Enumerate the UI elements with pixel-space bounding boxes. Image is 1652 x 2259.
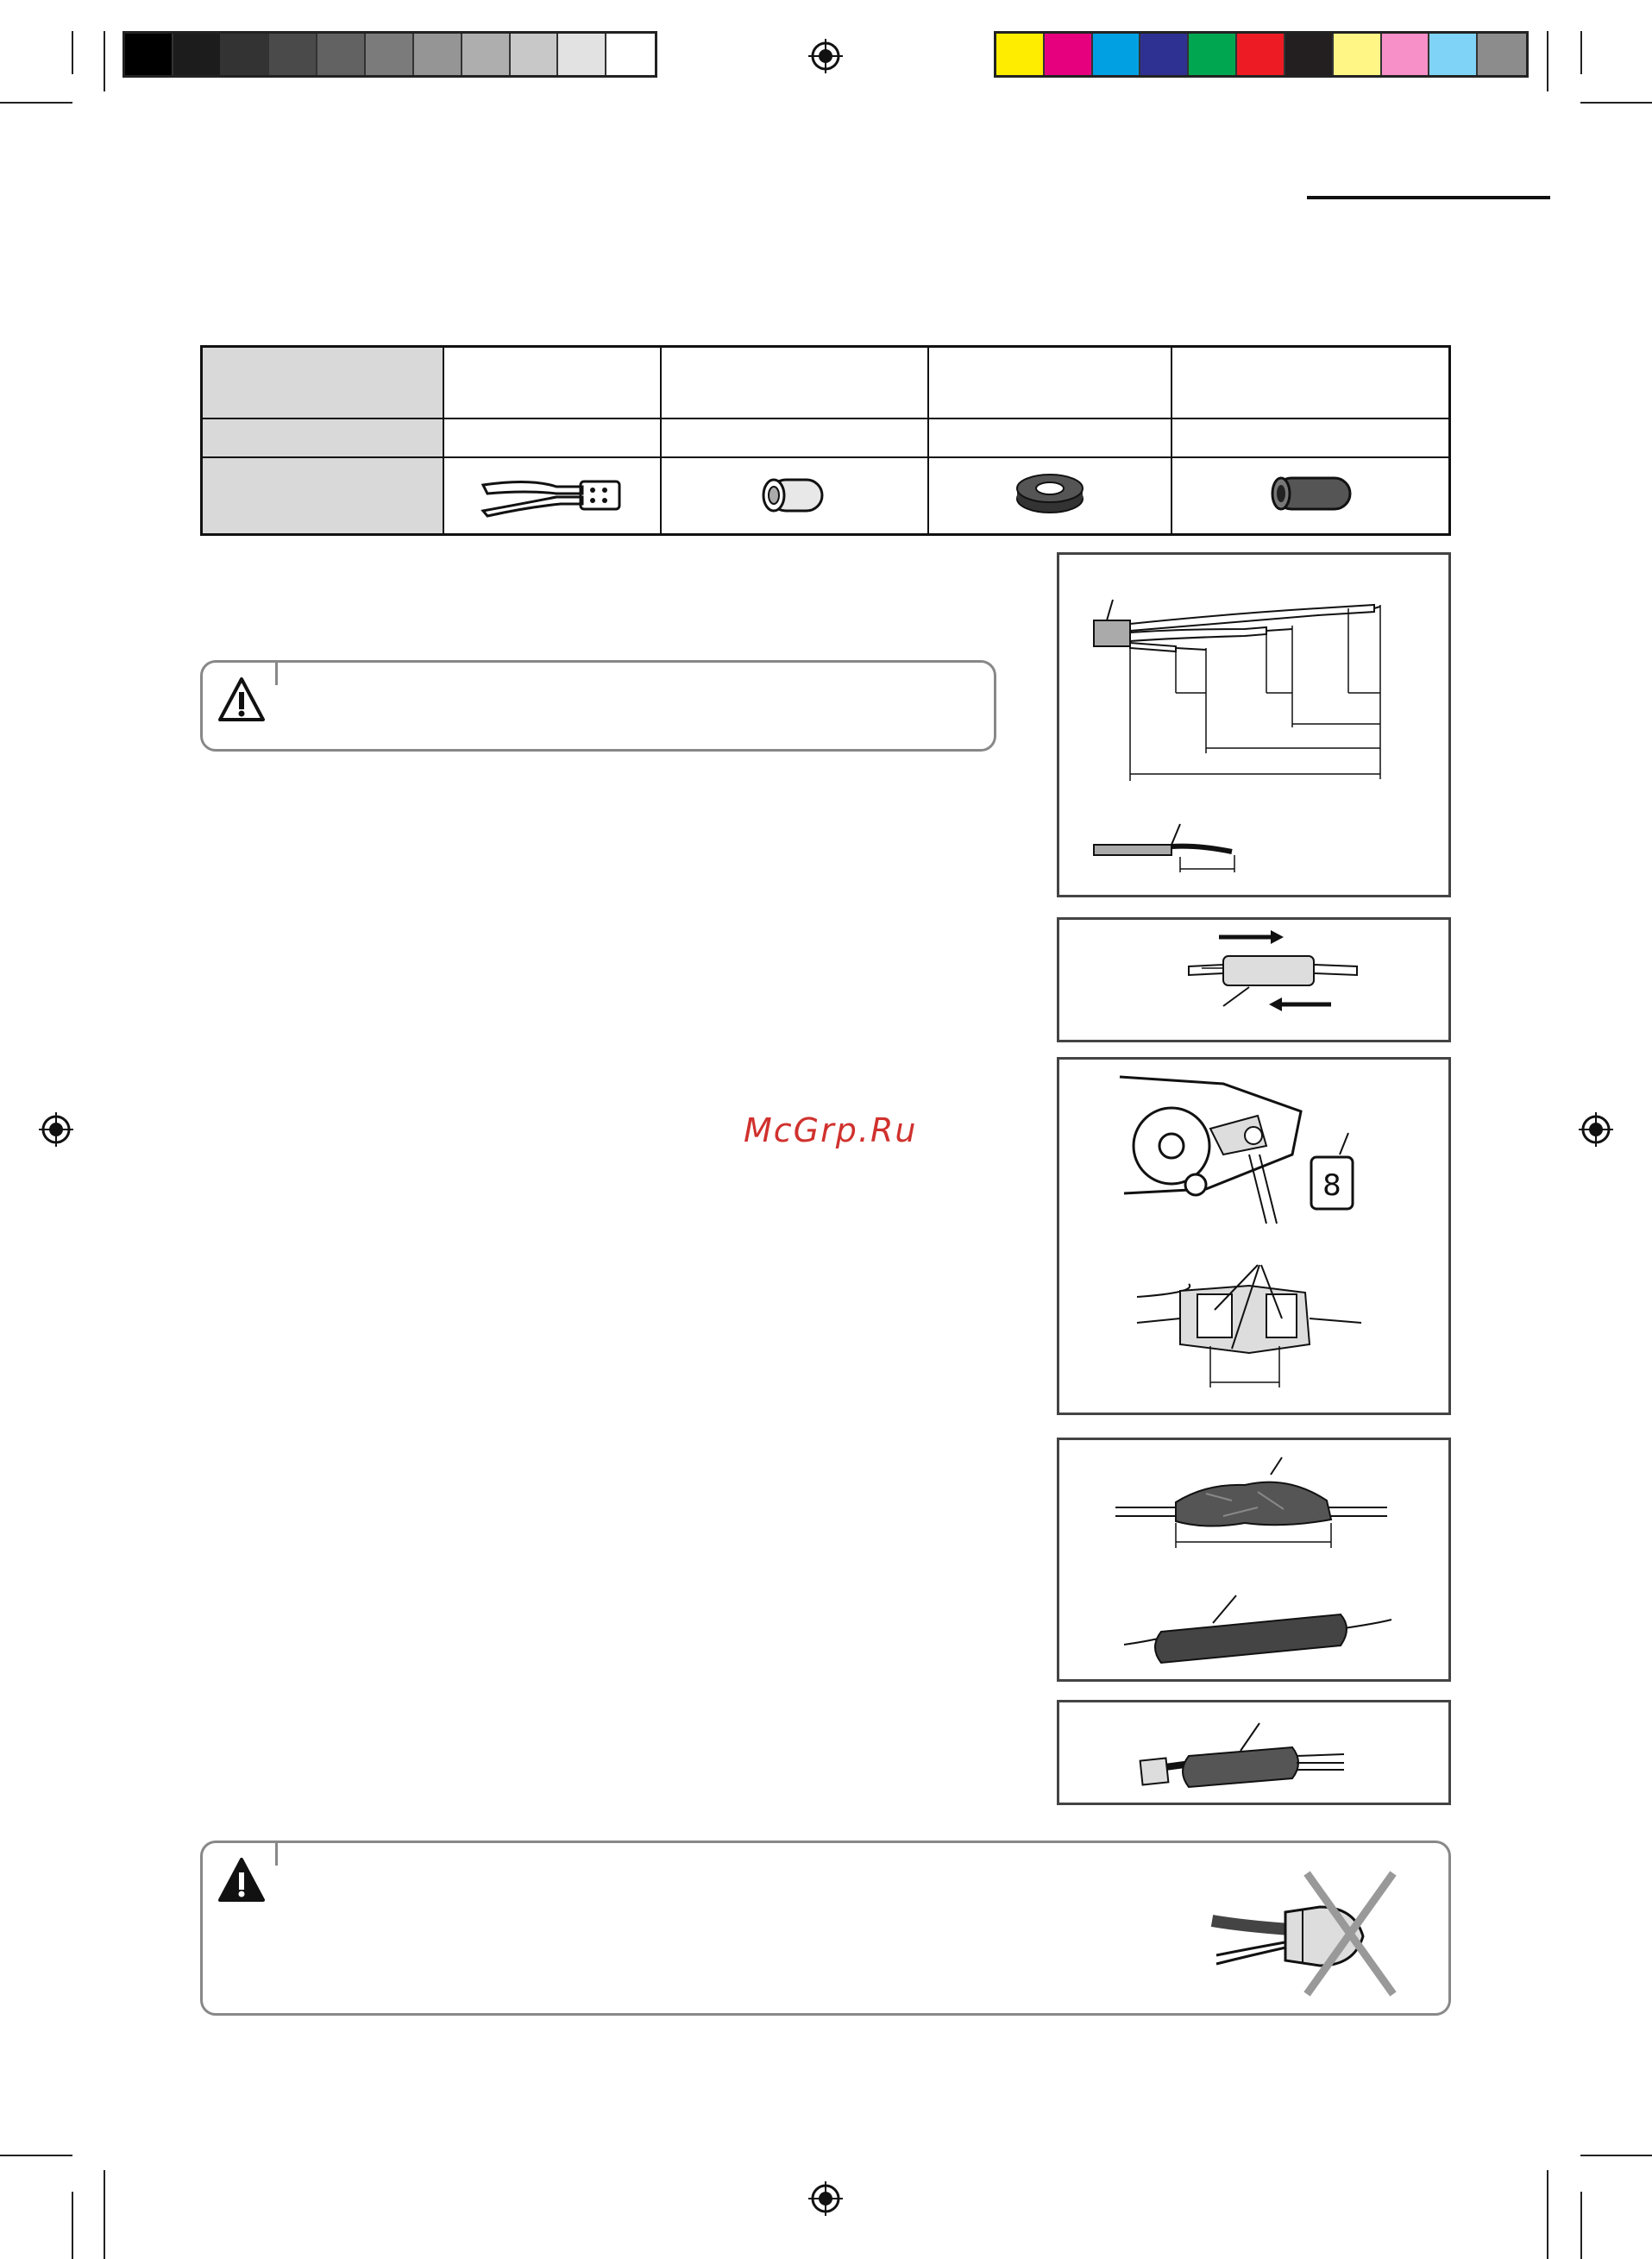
illustration-tape-wrapping — [1057, 1438, 1451, 1682]
crop-mark — [104, 31, 105, 91]
illustration-sleeve-insertion — [1057, 917, 1451, 1042]
crop-mark — [1580, 2155, 1652, 2156]
color-swatch — [606, 34, 655, 75]
sleeve-insertion-illustration — [1059, 920, 1448, 1040]
warning-triangle-outline-icon — [217, 675, 267, 725]
crop-mark — [0, 102, 72, 104]
table-cell — [661, 457, 928, 534]
color-swatch — [1093, 34, 1141, 75]
color-swatch — [1478, 34, 1526, 75]
page-header-rule — [1307, 196, 1550, 199]
color-swatch — [125, 34, 173, 75]
registration-mark-icon — [808, 39, 843, 73]
color-swatch — [996, 34, 1045, 75]
color-calibration-bar — [994, 31, 1529, 78]
illustration-heat-shrink — [1057, 1700, 1451, 1805]
crop-mark — [104, 2170, 105, 2259]
registration-mark-icon — [39, 1112, 73, 1147]
table-cell — [443, 418, 661, 458]
color-swatch — [1045, 34, 1093, 75]
crimping-illustration — [1059, 1060, 1448, 1413]
tools-table — [200, 345, 1451, 536]
table-cell — [1171, 347, 1450, 418]
crop-mark — [72, 2192, 73, 2259]
crop-mark — [72, 31, 73, 74]
color-swatch — [414, 34, 462, 75]
color-swatch — [366, 34, 414, 75]
table-header-cell — [202, 347, 444, 418]
color-swatch — [1334, 34, 1382, 75]
crop-mark — [1580, 31, 1582, 74]
color-swatch — [1189, 34, 1237, 75]
color-swatch — [511, 34, 559, 75]
warning-triangle-filled-icon — [217, 1855, 267, 1905]
watermark-text: McGrp.Ru — [744, 1111, 918, 1149]
crimping-pliers-icon — [479, 468, 625, 519]
color-swatch — [317, 34, 366, 75]
caution-box — [200, 660, 996, 752]
table-cell — [1171, 457, 1450, 534]
table-header-cell — [202, 457, 444, 534]
crop-mark — [1547, 31, 1548, 91]
caution-divider — [275, 663, 278, 685]
color-swatch — [1382, 34, 1430, 75]
table-cell — [928, 347, 1171, 418]
tape-wrapping-illustration — [1059, 1440, 1448, 1679]
illustration-wire-stripping — [1057, 552, 1451, 897]
table-header-cell — [202, 418, 444, 458]
color-swatch — [269, 34, 317, 75]
heat-shrink-tube-icon — [1259, 468, 1362, 519]
color-swatch — [1285, 34, 1334, 75]
color-swatch — [558, 34, 606, 75]
table-cell — [1171, 418, 1450, 458]
color-swatch — [1140, 34, 1189, 75]
registration-mark-icon — [1579, 1112, 1613, 1147]
crop-mark — [1547, 2170, 1548, 2259]
caution-divider — [275, 1843, 278, 1866]
illustration-crimping — [1057, 1057, 1451, 1415]
table-cell — [661, 418, 928, 458]
table-cell — [443, 347, 661, 418]
color-swatch — [222, 34, 270, 75]
table-cell — [928, 418, 1171, 458]
svg-text:8: 8 — [1322, 1168, 1341, 1203]
stripped-cable-illustration — [1059, 555, 1448, 895]
table-cell — [443, 457, 661, 534]
insulation-tape-roll-icon — [1007, 468, 1093, 519]
crop-mark — [1580, 102, 1652, 104]
crop-mark — [0, 2155, 72, 2156]
incorrect-cap-connection-illustration — [1208, 1869, 1432, 1998]
table-cell — [928, 457, 1171, 534]
crop-mark — [1580, 2192, 1582, 2259]
caution-box-bottom — [200, 1841, 1451, 2016]
color-swatch — [173, 34, 222, 75]
sleeve-connector-icon — [751, 468, 838, 519]
heat-shrink-illustration — [1059, 1702, 1448, 1803]
color-swatch — [1429, 34, 1478, 75]
grayscale-calibration-bar — [122, 31, 657, 78]
table-cell — [661, 347, 928, 418]
color-swatch — [1237, 34, 1285, 75]
color-swatch — [462, 34, 511, 75]
registration-mark-icon — [808, 2181, 843, 2216]
